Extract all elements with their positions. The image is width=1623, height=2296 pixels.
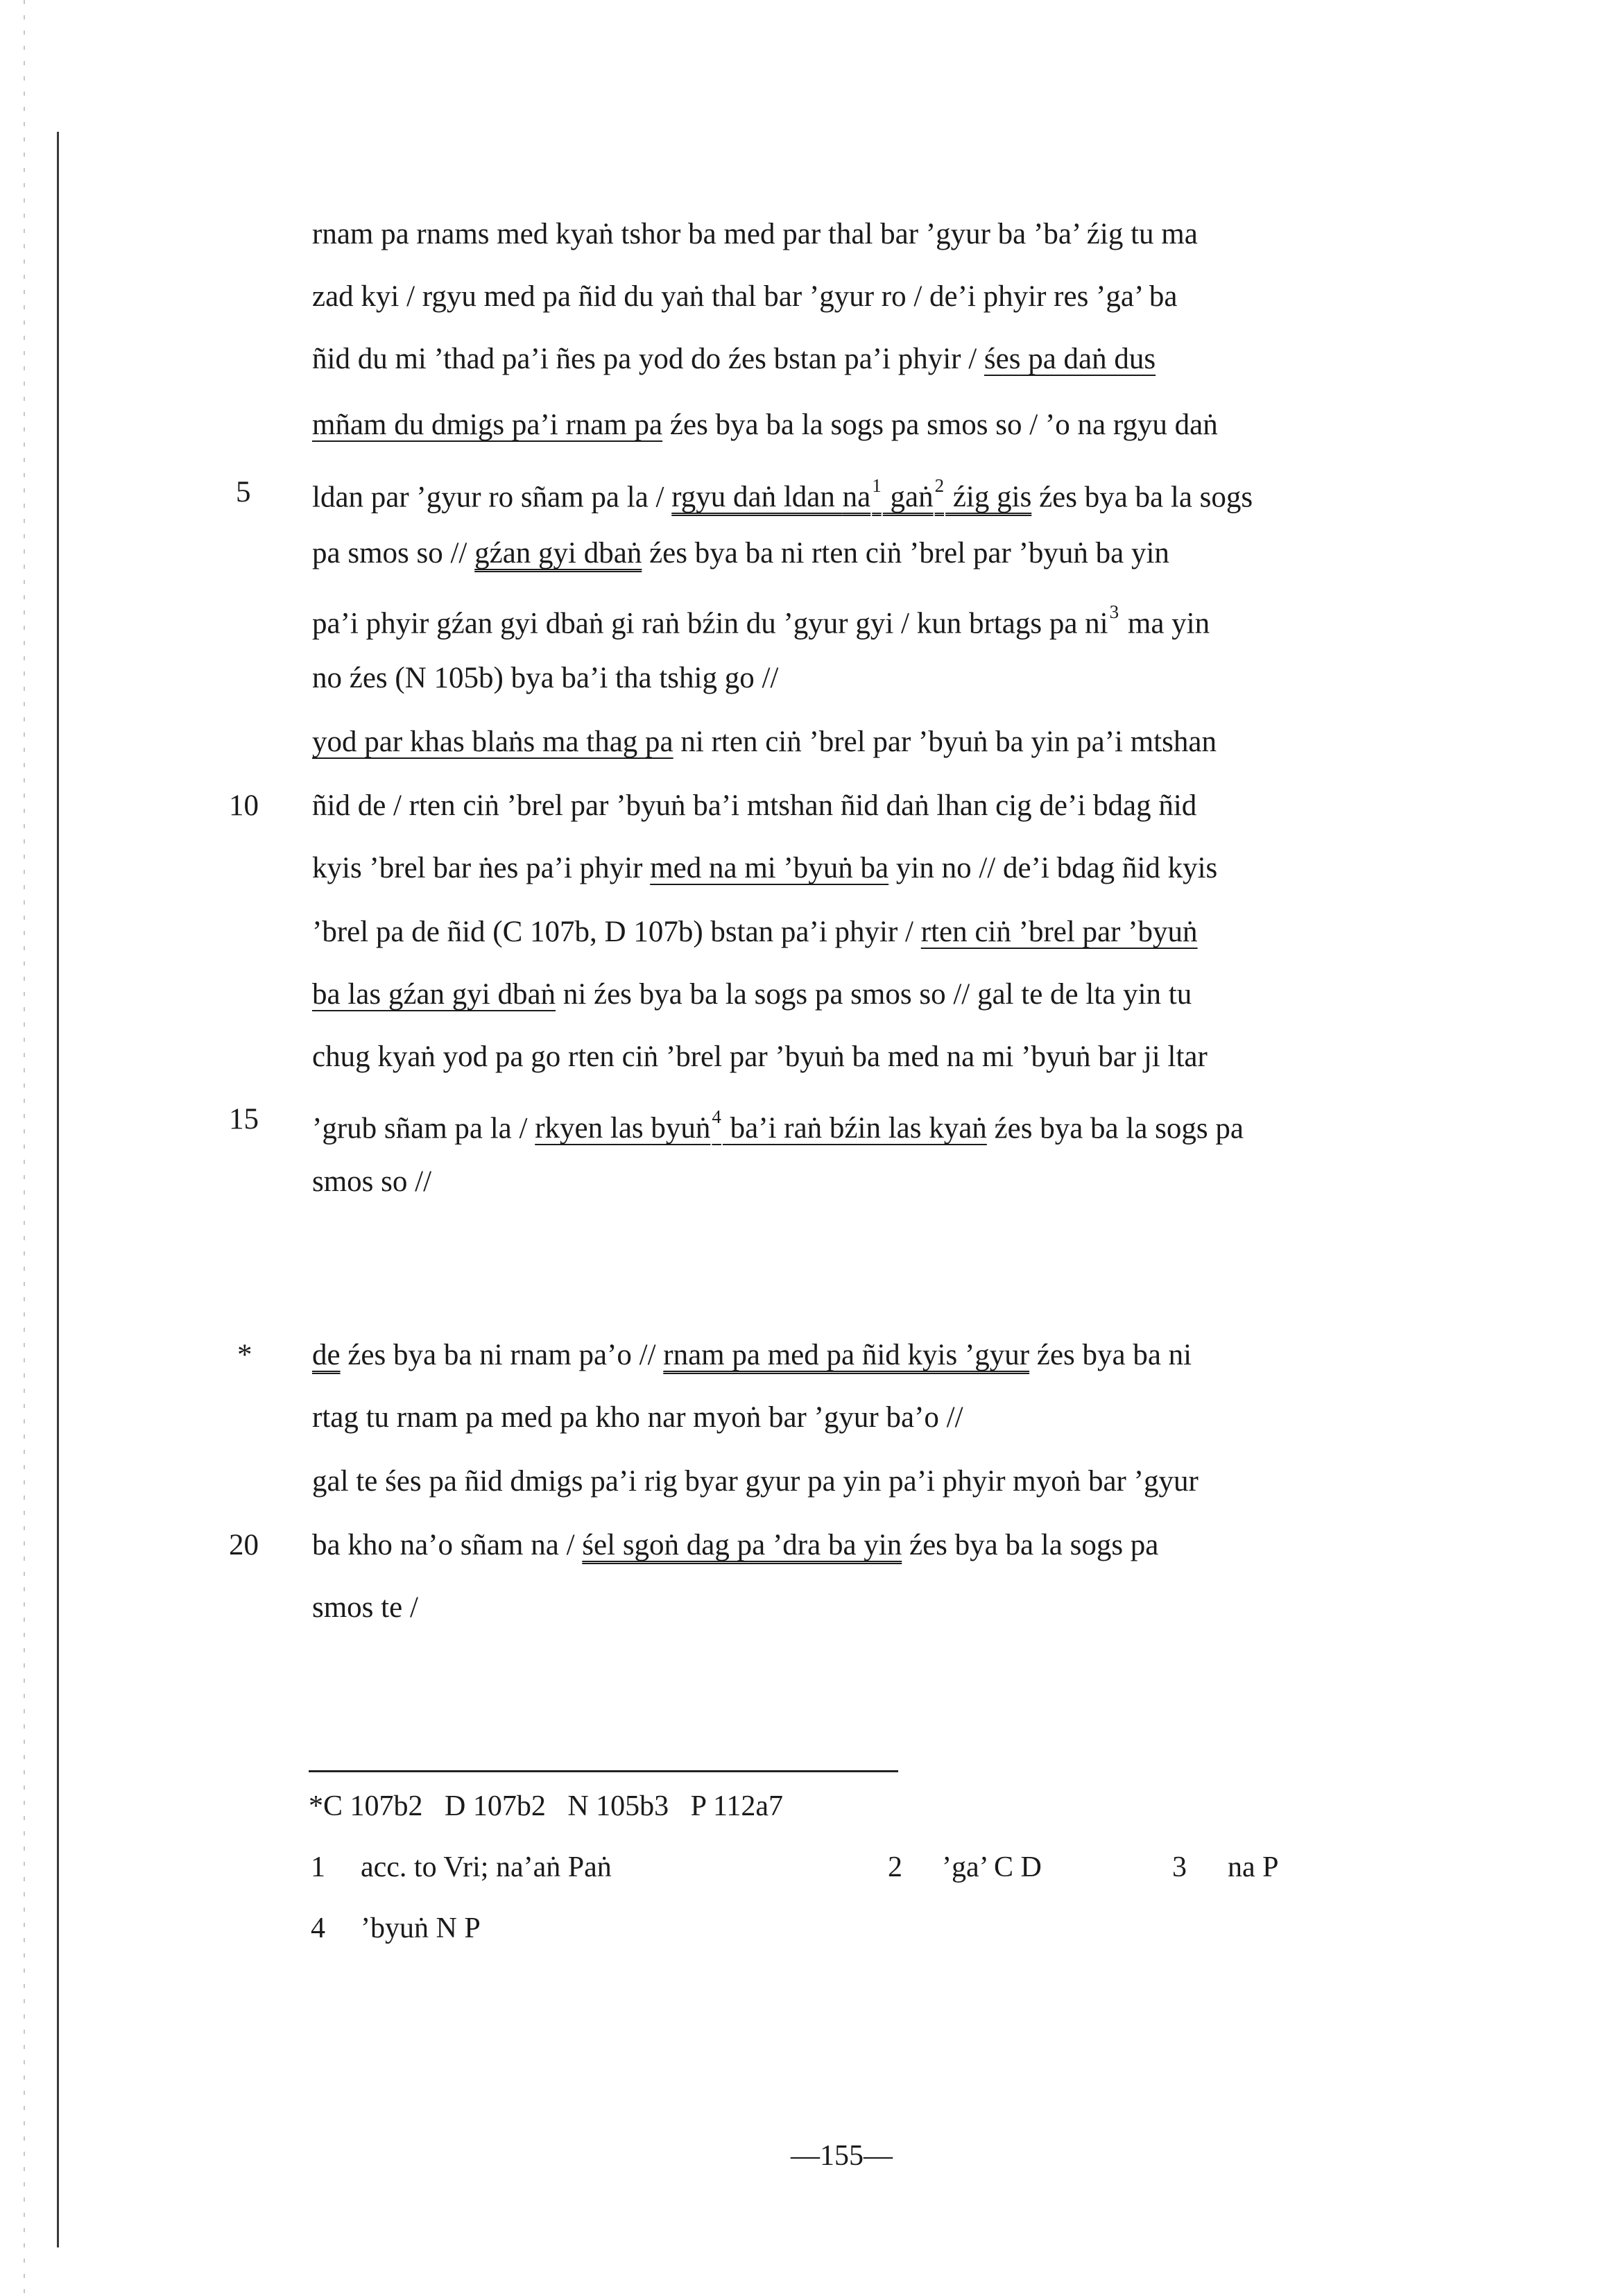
- text-line-19: gal te śes pa ñid dmigs pa’i rig byar gyur pa yin pa’i phyir myoṅ bar ’gyur: [312, 1465, 1199, 1498]
- folio-locations: *C 107b2 D 107b2 N 105b3 P 112a7: [309, 1790, 784, 1822]
- text-line-20: ba kho na’o sñam na / śel sgoṅ dag pa ’dra ba yin źes bya ba la sogs pa: [312, 1529, 1159, 1561]
- text-line-3: ñid du mi ’thad pa’i ñes pa yod do źes bstan pa’i phyir / śes pa daṅ dus: [312, 343, 1156, 375]
- lemma: rkyen las byuṅ$^4$ ba’i raṅ bźin las kyaṅ: [535, 1106, 987, 1145]
- footnote-number: 2: [888, 1851, 902, 1883]
- line-number: 10: [229, 789, 259, 822]
- line-number: 15: [229, 1103, 259, 1136]
- text-line-15: ’grub sñam pa la / rkyen las byuṅ$^4$ ba’i raṅ bźin las kyaṅ źes bya ba la sogs pa: [312, 1106, 1244, 1145]
- text-line-21: smos te /: [312, 1591, 418, 1624]
- note-ref: 2: [934, 475, 945, 496]
- lemma: rnam pa med pa ñid kyis ’gyur: [663, 1339, 1030, 1371]
- lemma: med na mi ’byuṅ ba: [650, 852, 889, 884]
- lemma: rten ciṅ ’brel par ’byuṅ: [920, 916, 1198, 948]
- lemma: de: [312, 1339, 341, 1371]
- footnote-text: ’ga’ C D: [942, 1851, 1042, 1883]
- footnote-text: acc. to Vri; na’aṅ Paṅ: [361, 1851, 612, 1883]
- footnote-number: 4: [311, 1912, 325, 1944]
- lemma: rgyu daṅ ldan $na^1$ gaṅ$^2$ źig gis: [671, 475, 1032, 514]
- footnote-text: na P: [1228, 1851, 1279, 1883]
- line-asterisk: *: [237, 1339, 252, 1371]
- text-line-13: ba las gźan gyi dbaṅ ni źes bya ba la sogs pa smos so // gal te de lta yin tu: [312, 978, 1192, 1011]
- text-line-17: de źes bya ba ni rnam pa’o // rnam pa med pa ñid kyis ’gyur źes bya ba ni: [312, 1339, 1192, 1371]
- text-line-6: pa smos so // gźan gyi dbaṅ źes bya ba ni rten ciṅ ’brel par ’byuṅ ba yin: [312, 537, 1169, 569]
- footnote-number: 3: [1172, 1851, 1187, 1883]
- text-line-18: rtag tu rnam pa med pa kho nar myoṅ bar ’gyur ba’o //: [312, 1401, 963, 1434]
- text-line-2: zad kyi / rgyu med pa ñid du yaṅ thal bar ’gyur ro / de’i phyir res ’ga’ ba: [312, 280, 1178, 313]
- lemma: śel sgoṅ dag pa ’dra ba yin: [582, 1529, 902, 1561]
- lemma: ba las gźan gyi dbaṅ: [312, 978, 556, 1011]
- text-line-1: rnam pa rnams med kyaṅ tshor ba med par thal bar ’gyur ba ’ba’ źig tu ma: [312, 218, 1198, 250]
- footnote-rule: [309, 1770, 898, 1772]
- page-number: —155—: [791, 2140, 893, 2172]
- text-line-11: kyis ’brel bar ṅes pa’i phyir med na mi ’byuṅ ba yin no // de’i bdag ñid kyis: [312, 852, 1218, 884]
- line-number: 20: [229, 1529, 259, 1561]
- note-ref: 3: [1109, 601, 1119, 622]
- footnote-text: ’byuṅ N P: [361, 1912, 481, 1944]
- note-ref: 4: [712, 1106, 721, 1127]
- text-line-10: ñid de / rten ciṅ ’brel par ’byuṅ ba’i mtshan ñid daṅ lhan cig de’i bdag ñid: [312, 789, 1197, 822]
- text-line-12: ’brel pa de ñid (C 107b, D 107b) bstan pa’i phyir / rten ciṅ ’brel par ’byuṅ: [312, 916, 1198, 948]
- text-line-4: mñam du dmigs pa’i rnam pa źes bya ba la sogs pa smos so / ’o na rgyu daṅ: [312, 409, 1218, 441]
- text-line-5: ldan par ’gyur ro sñam pa la / rgyu daṅ ldan $na^1$ gaṅ$^2$ źig gis źes bya ba la sogs: [312, 475, 1253, 514]
- lemma: mñam du dmigs pa’i rnam pa: [312, 409, 663, 441]
- text-line-14: chug kyaṅ yod pa go rten ciṅ ’brel par ’byuṅ ba med na mi ’byuṅ bar ji ltar: [312, 1040, 1208, 1073]
- note-ref: 1: [872, 475, 882, 496]
- lemma: yod par khas blaṅs ma thag pa: [312, 726, 673, 758]
- lemma: gźan gyi dbaṅ: [474, 537, 642, 569]
- binding-edge-line: [57, 132, 59, 2247]
- lemma: śes pa daṅ dus: [984, 343, 1156, 375]
- page-edge-speckle: [24, 0, 25, 2296]
- text-line-16: smos so //: [312, 1165, 432, 1198]
- footnote-number: 1: [311, 1851, 325, 1883]
- text-line-9: yod par khas blaṅs ma thag pa ni rten ciṅ ’brel par ’byuṅ ba yin pa’i mtshan: [312, 726, 1217, 758]
- text-line-8: no źes (N 105b) bya ba’i tha tshig go //: [312, 662, 779, 694]
- text-line-7: pa’i phyir gźan gyi dbaṅ gi raṅ bźin du ’gyur gyi / kun brtags pa $ni^3$ ma yin: [312, 601, 1210, 640]
- line-number: 5: [236, 476, 251, 508]
